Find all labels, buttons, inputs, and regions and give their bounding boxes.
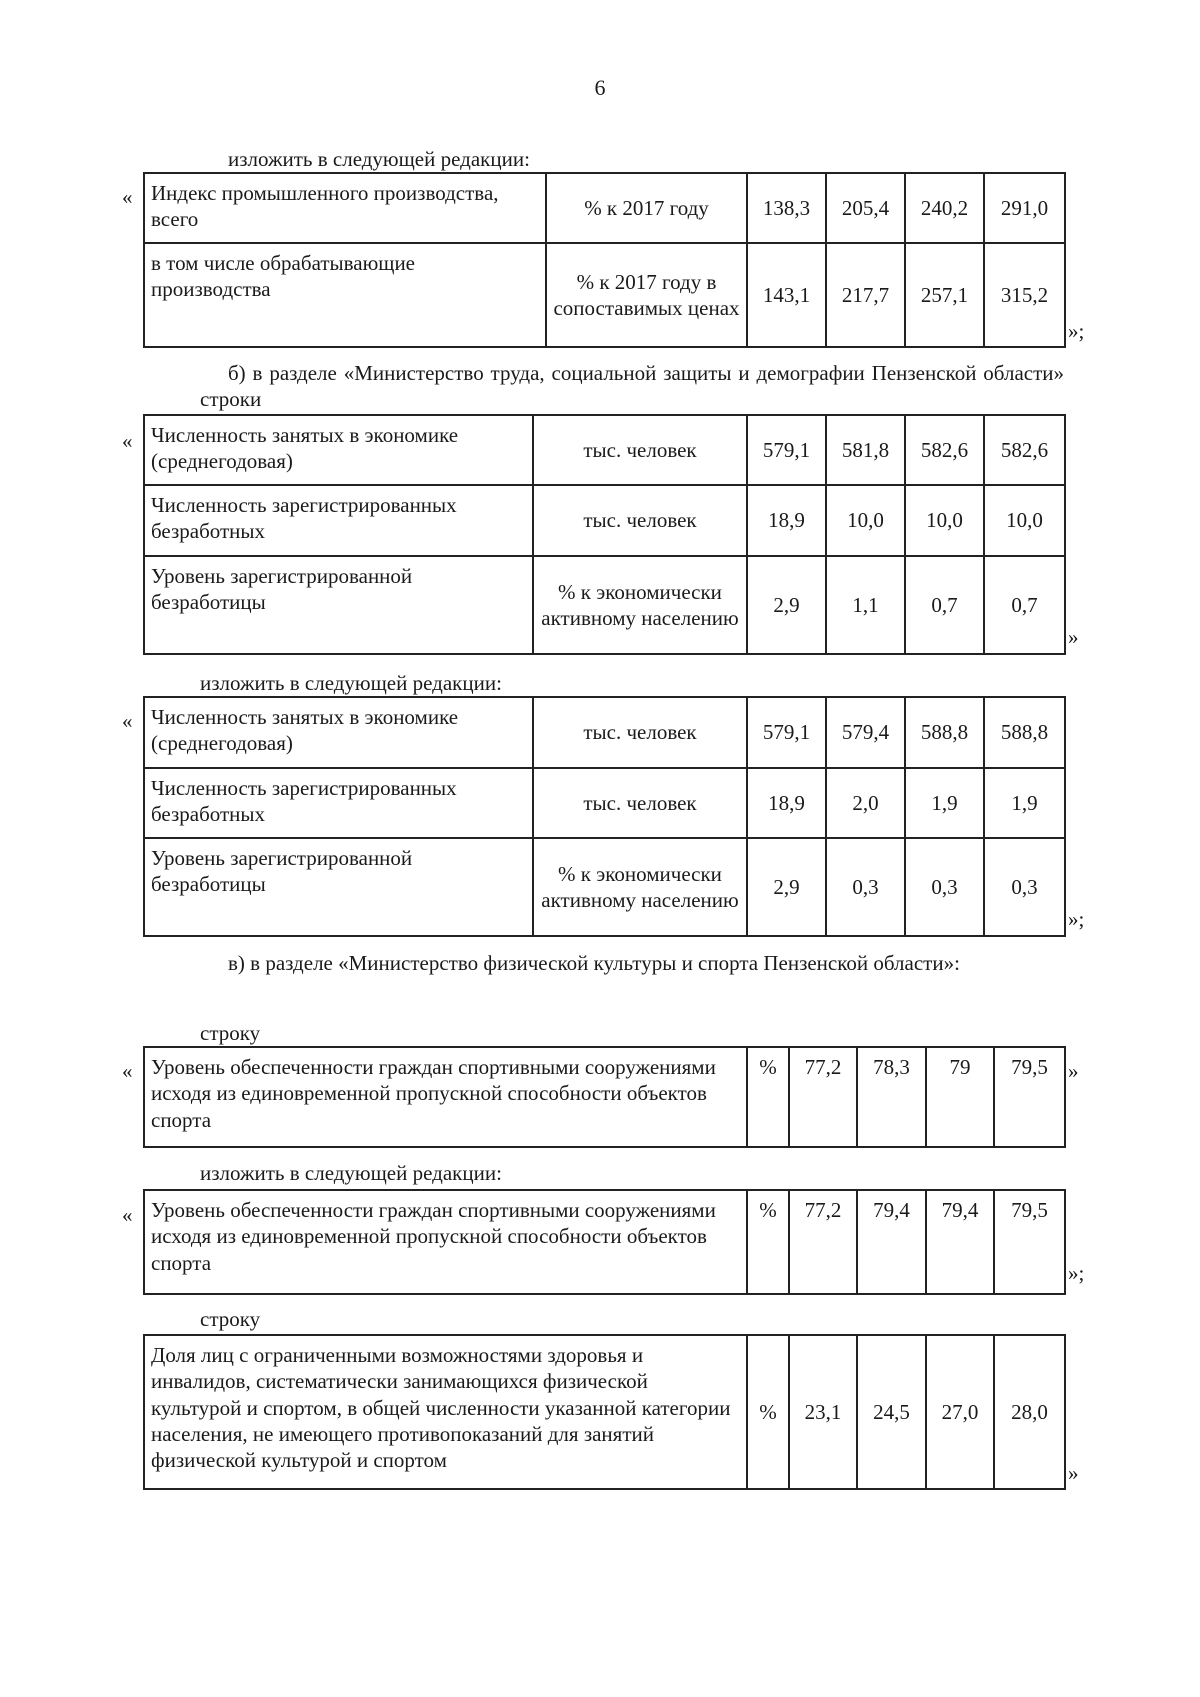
value-cell: 27,0 [926,1335,994,1489]
open-quote: « [122,429,133,453]
value-cell: 10,0 [826,485,905,556]
unit-cell: % [747,1335,789,1489]
value-cell: 28,0 [994,1335,1065,1489]
value-cell: 79,5 [994,1047,1065,1147]
value-cell: 1,9 [984,768,1065,838]
value-cell: 23,1 [789,1335,857,1489]
table-row [144,243,1065,347]
value-cell: 79,4 [926,1190,994,1294]
indicator-table-sport-current [143,1046,1066,1148]
close-quote: » [1068,1461,1079,1485]
open-quote: « [122,185,133,209]
value-cell: 1,1 [826,556,905,654]
intro-text: изложить в следующей редакции: [228,147,530,171]
value-cell: 77,2 [789,1047,857,1147]
value-cell: 582,6 [984,415,1065,485]
unit-cell: % к экономически активному населению [533,838,747,936]
value-cell: 143,1 [747,243,826,347]
indicator-name: Численность зарегистрированных безработных [144,485,533,556]
value-cell: 0,7 [984,556,1065,654]
unit-cell: тыс. человек [533,697,747,768]
open-quote: « [122,1203,133,1227]
value-cell: 78,3 [857,1047,926,1147]
value-cell: 138,3 [747,173,826,243]
indicator-name: Уровень обеспеченности граждан спортивными сооружениями исходя из единовременной пропускной способности объектов спорта [144,1047,747,1147]
table-row [144,173,1065,243]
table-row [144,1335,1065,1489]
value-cell: 1,9 [905,768,984,838]
value-cell: 0,7 [905,556,984,654]
row-label: строку [200,1021,261,1045]
value-cell: 2,0 [826,768,905,838]
indicator-name: Доля лиц с ограниченными возможностями здоровья и инвалидов, систематически занимающихся физической культурой и спортом, в общей численности указанной категории населения, не имеющего противопоказаний для занятий физической культурой и спортом [144,1335,747,1489]
value-cell: 2,9 [747,838,826,936]
value-cell: 24,5 [857,1335,926,1489]
value-cell: 18,9 [747,768,826,838]
unit-cell: % к экономически активному населению [533,556,747,654]
indicator-name: Численность зарегистрированных безработных [144,768,533,838]
unit-cell: % [747,1047,789,1147]
open-quote: « [122,709,133,733]
indicator-name: Численность занятых в экономике (среднегодовая) [144,415,533,485]
table-row [144,485,1065,556]
unit-cell: тыс. человек [533,485,747,556]
table-row [144,556,1065,654]
unit-cell: % к 2017 году в сопоставимых ценах [546,243,747,347]
value-cell: 2,9 [747,556,826,654]
close-quote: » [1068,1059,1079,1083]
indicator-table-sport-disabled [143,1334,1066,1490]
value-cell: 579,1 [747,415,826,485]
indicator-table-labor-new [143,696,1066,937]
open-quote: « [122,1059,133,1083]
table-row [144,768,1065,838]
indicator-name: Индекс промышленного производства, всего [144,173,546,243]
value-cell: 79,4 [857,1190,926,1294]
value-cell: 0,3 [984,838,1065,936]
indicator-name: Уровень зарегистрированной безработицы [144,838,533,936]
indicator-name: Уровень обеспеченности граждан спортивными сооружениями исходя из единовременной пропускной способности объектов спорта [144,1190,747,1294]
table-row [144,697,1065,768]
table-row [144,415,1065,485]
indicator-table-industry [143,172,1066,348]
value-cell: 579,4 [826,697,905,768]
table-row [144,838,1065,936]
value-cell: 205,4 [826,173,905,243]
value-cell: 10,0 [905,485,984,556]
value-cell: 579,1 [747,697,826,768]
indicator-name: Уровень зарегистрированной безработицы [144,556,533,654]
page-number: 6 [594,75,606,100]
indicator-name: Численность занятых в экономике (среднегодовая) [144,697,533,768]
intro-text: изложить в следующей редакции: [200,1161,502,1185]
unit-cell: % к 2017 году [546,173,747,243]
section-intro-paragraph: б) в разделе «Министерство труда, социальной защиты и демографии Пензенской области» строки [200,361,1064,412]
value-cell: 315,2 [984,243,1065,347]
unit-cell: % [747,1190,789,1294]
value-cell: 217,7 [826,243,905,347]
unit-cell: тыс. человек [533,768,747,838]
value-cell: 588,8 [905,697,984,768]
value-cell: 291,0 [984,173,1065,243]
close-quote: » [1068,625,1079,649]
table-row [144,1190,1065,1294]
value-cell: 257,1 [905,243,984,347]
indicator-table-labor-current [143,414,1066,655]
intro-text: изложить в следующей редакции: [200,671,502,695]
row-label: строку [200,1307,261,1331]
value-cell: 240,2 [905,173,984,243]
value-cell: 79 [926,1047,994,1147]
value-cell: 581,8 [826,415,905,485]
table-row [144,1047,1065,1147]
value-cell: 77,2 [789,1190,857,1294]
value-cell: 79,5 [994,1190,1065,1294]
close-quote: »; [1068,1261,1085,1285]
value-cell: 10,0 [984,485,1065,556]
unit-cell: тыс. человек [533,415,747,485]
value-cell: 0,3 [905,838,984,936]
value-cell: 582,6 [905,415,984,485]
value-cell: 0,3 [826,838,905,936]
value-cell: 18,9 [747,485,826,556]
section-intro-paragraph: в) в разделе «Министерство физической культуры и спорта Пензенской области»: [228,951,960,975]
close-quote: »; [1068,319,1085,343]
value-cell: 588,8 [984,697,1065,768]
close-quote: »; [1068,907,1085,931]
indicator-name: в том числе обрабатывающие производства [144,243,546,347]
indicator-table-sport-new [143,1189,1066,1295]
